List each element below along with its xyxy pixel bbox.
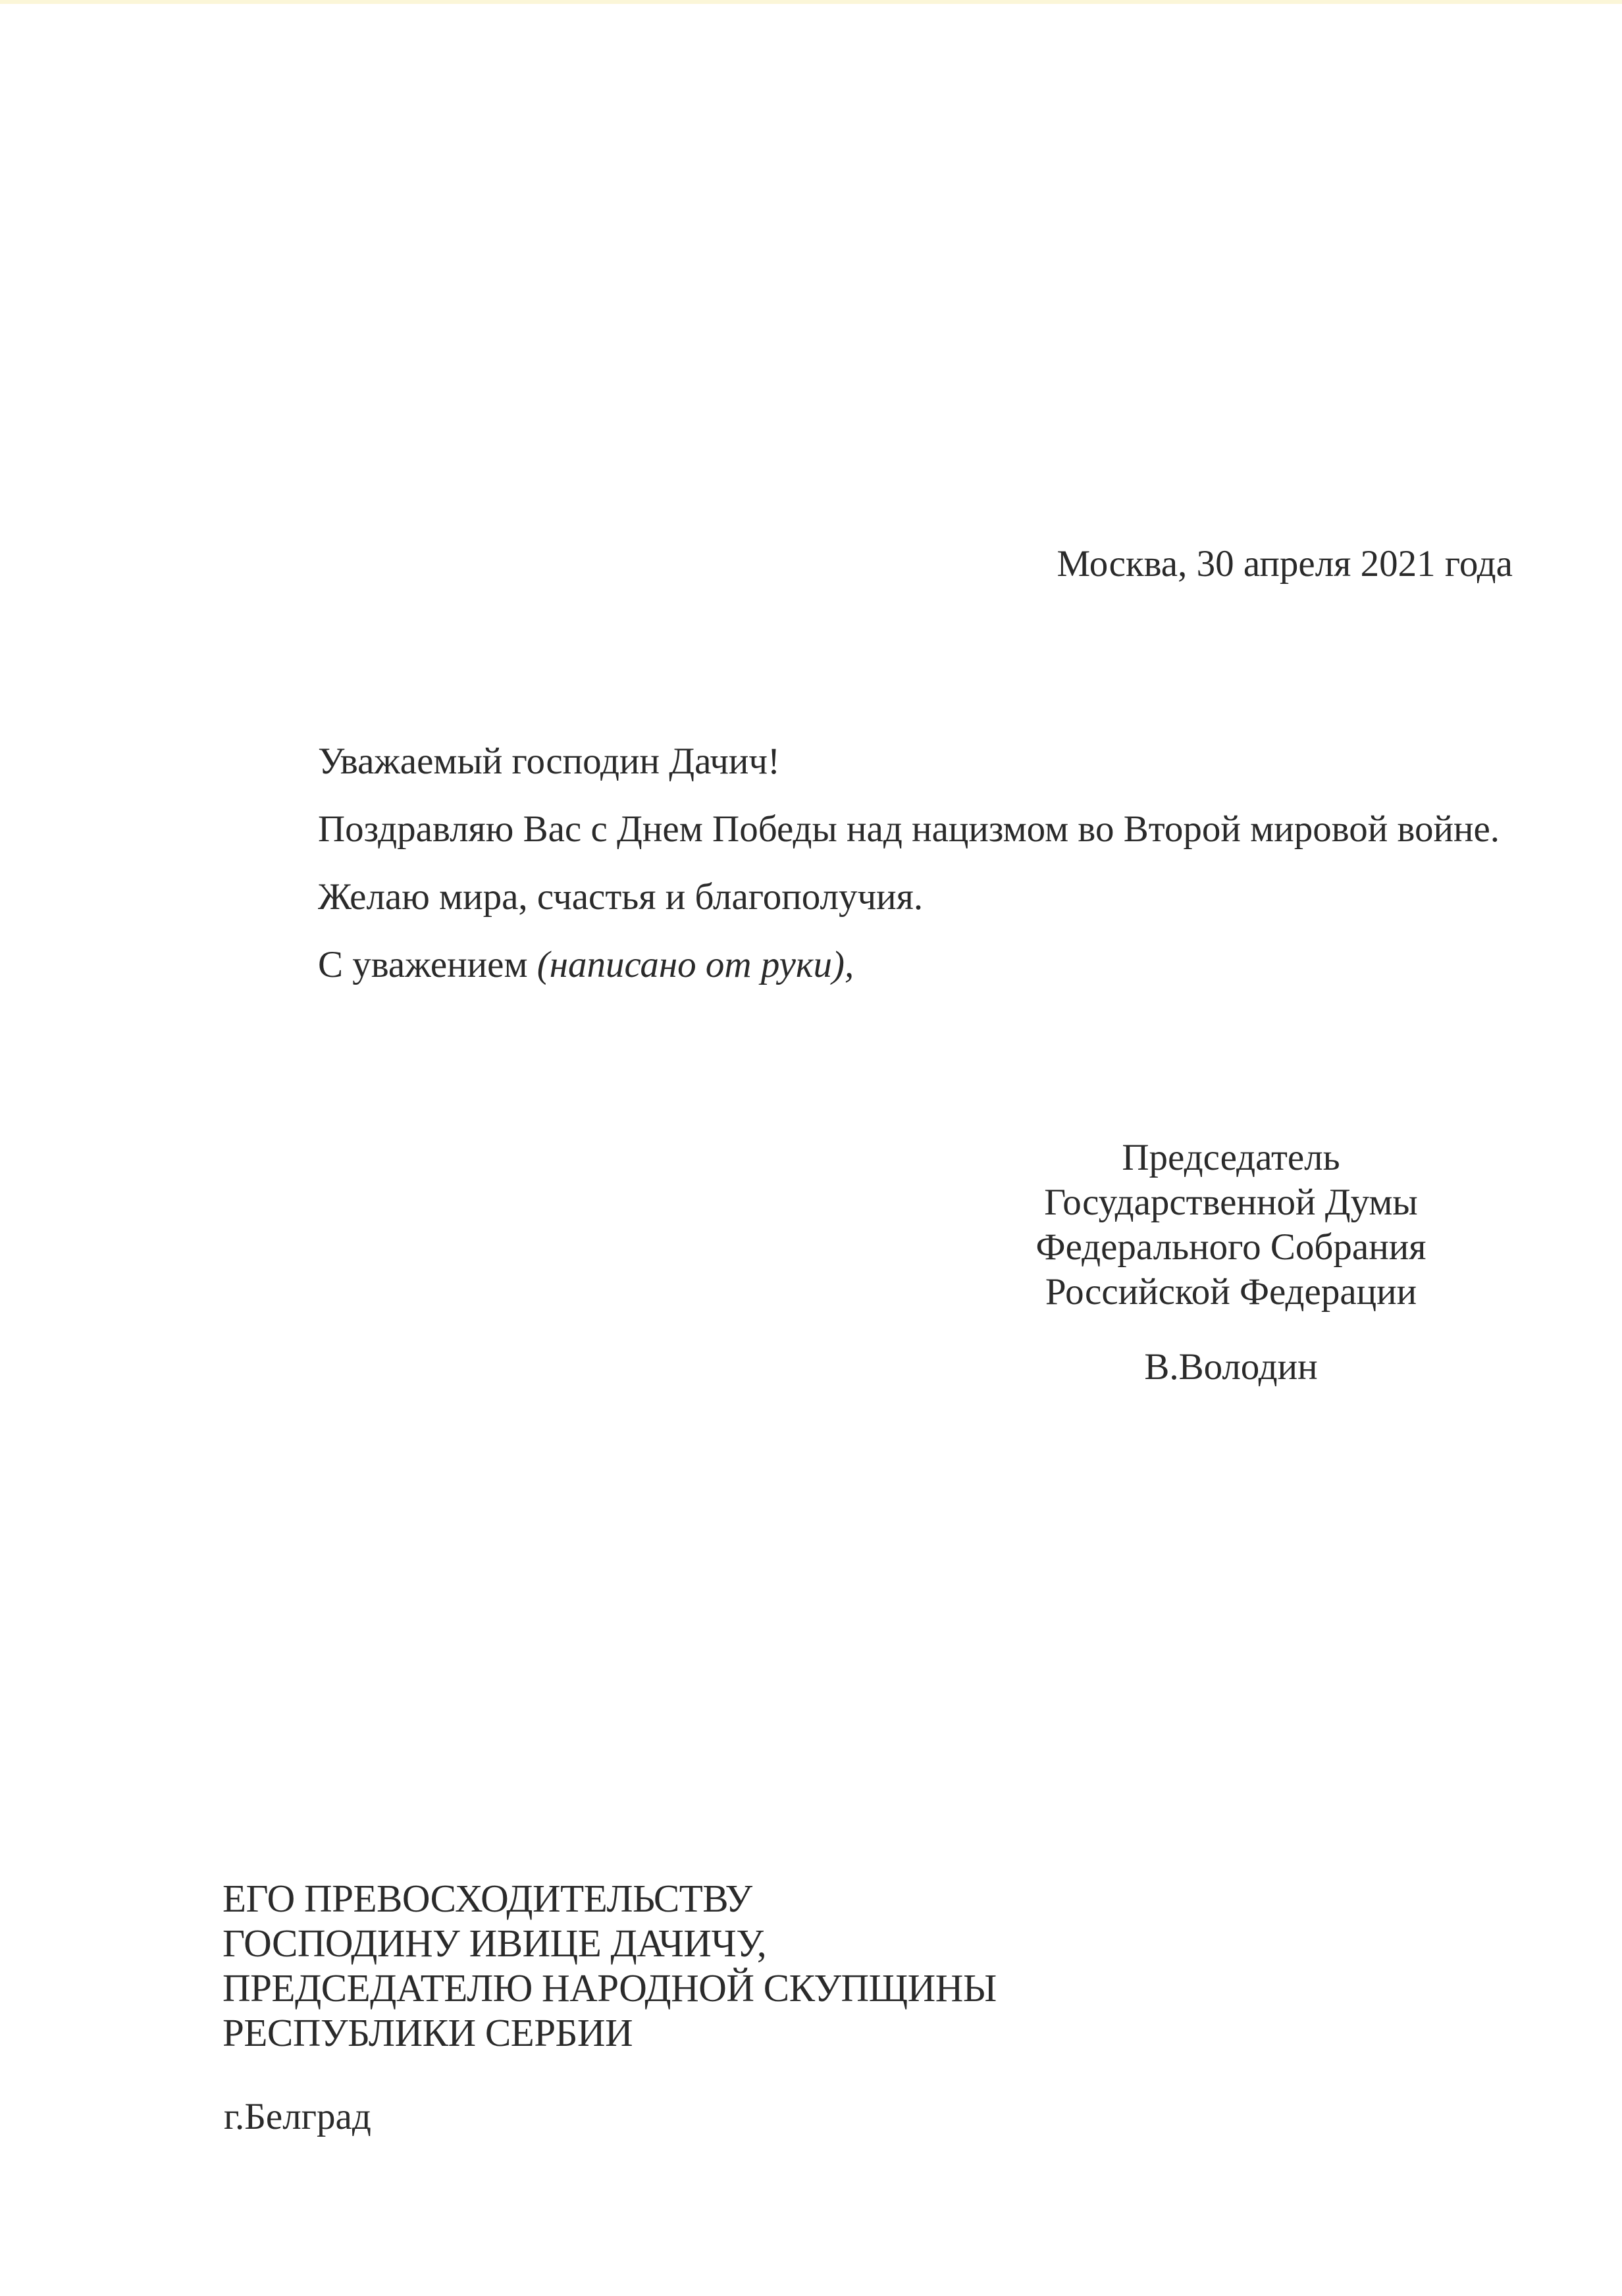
signature-block: [1001, 1135, 1461, 1390]
body-line-congratulation: Поздравляю Вас с Днем Победы над нацизмом во Второй мировой войне.: [318, 808, 1500, 850]
date-line: Москва, 30 апреля 2021 года: [1057, 543, 1513, 585]
signer-title-line: Федерального Собрания: [1035, 1226, 1426, 1268]
addressee-line: ПРЕДСЕДАТЕЛЮ НАРОДНОЙ СКУПЩИНЫ: [222, 1966, 997, 2010]
signer-title-line: Председатель: [1122, 1137, 1340, 1178]
addressee-city: г.Белград: [224, 2096, 371, 2137]
addressee-block: [222, 1876, 997, 2055]
body-line-wishes: Желаю мира, счастья и благополучия.: [318, 876, 924, 918]
page-top-edge: [0, 0, 1622, 4]
addressee-line: РЕСПУБЛИКИ СЕРБИИ: [222, 2011, 633, 2054]
closing-text: С уважением: [318, 944, 528, 985]
signer-title-line: Российской Федерации: [1045, 1271, 1417, 1313]
addressee-line: ГОСПОДИНУ ИВИЦЕ ДАЧИЧУ,: [222, 1921, 767, 1965]
signer-title-line: Государственной Думы: [1044, 1182, 1418, 1223]
closing-handwritten-note: (написано от руки),: [536, 944, 854, 985]
salutation: Уважаемый господин Дачич!: [318, 741, 781, 782]
closing-line: [318, 946, 854, 983]
signer-name: В.Володин: [1144, 1346, 1318, 1388]
addressee-line: ЕГО ПРЕВОСХОДИТЕЛЬСТВУ: [222, 1877, 752, 1920]
